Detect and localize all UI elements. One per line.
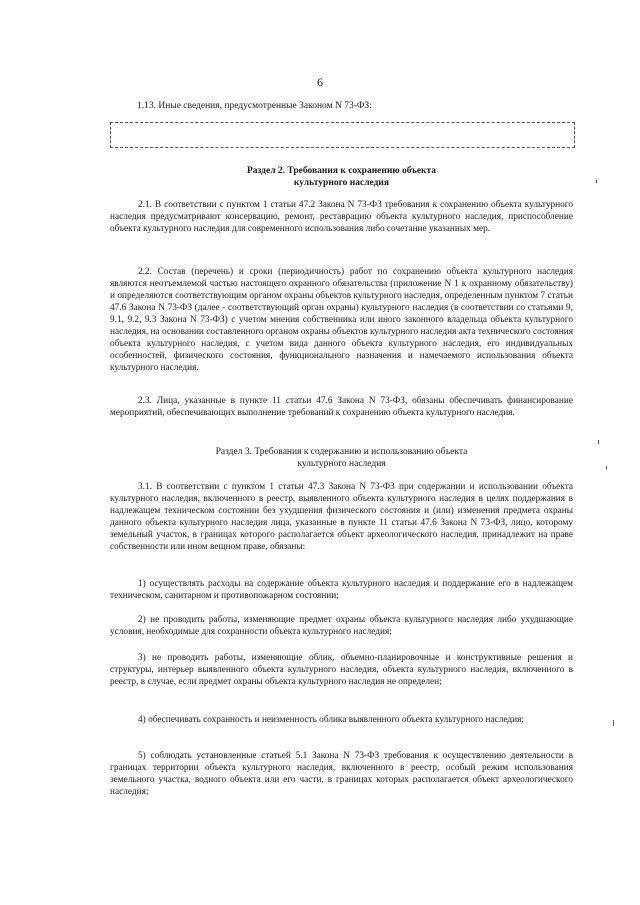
section-3-title-line2: культурного наследия	[297, 459, 386, 469]
list-item-5: 5) соблюдать установленные статьей 5.1 Закона N 73-ФЗ требования к осуществлению деятельности в границах территории объекта культурного наследия, включенного в реестр, особый режим использования земельного участка, водного объекта или его части, в границах которых располагается объект археологического наследия;	[110, 751, 573, 797]
paragraph-2-2: 2.2. Состав (перечень) и сроки (периодичность) работ по сохранению объекта культурного наследия являются неотъемлемой частью настоящего охранного обязательства (приложение N 1 к охранному обязательству) и определяются соответствующим органом охраны объектов культурного наследия, определенным пунктом 7 статьи 47.6 Закона N 73-ФЗ (далее - соответствующий орган охраны) культурного наследия (в соответствии со статьями 9, 9.1, 9.2, 9.3 Закона N 73-ФЗ) с учетом мнения собственника или иного законного владельца объекта культурного наследия, на основании составленного органом охраны объектов культурного наследия акта технического состояния объекта культурного наследия, с учетом вида данного объекта культурного наследия, его индивидуальных особенностей, физического состояния, функционального назначения и намечаемого использования объекта культурного наследия.	[110, 267, 573, 373]
empty-field-box	[110, 122, 575, 148]
scan-mark	[596, 180, 597, 183]
section-2-title-line2: культурного наследия	[293, 178, 390, 188]
paragraph-2-3: 2.3. Лица, указанные в пункте 11 статьи 47.6 Закона N 73-ФЗ, обязаны обеспечивать финансирование мероприятий, обеспечивающих выполнение требований к сохранению объекта культурного наследия.	[110, 396, 573, 418]
paragraph-3-1: 3.1. В соответствии с пунктом 1 статьи 47.3 Закона N 73-ФЗ при содержании и использовании объекта культурного наследия, включенного в реестр, выявленного объекта культурного наследия в целях поддержания в надлежащем техническом состоянии без ухудшения физического состояния и (или) изменения предмета охраны данного объекта культурного наследия лица, указанные в пункте 11 статьи 47.6 Закона N 73-ФЗ, лицо, которому земельный участок, в границах которого располагается объект археологического наследия, принадлежит на праве собственности или ином вещном праве, обязаны:	[110, 482, 573, 552]
section-2-title-line1: Раздел 2. Требования к сохранению объекта	[246, 166, 437, 176]
list-item-1: 1) осуществлять расходы на содержание объекта культурного наследия и поддержание его в надлежащем техническом, санитарном и противопожарном состоянии;	[110, 579, 573, 601]
section-3-title-line1: Раздел 3. Требования к содержанию и использованию объекта	[215, 447, 468, 457]
item-1-13: 1.13. Иные сведения, предусмотренные Законом N 73-ФЗ:	[137, 101, 372, 111]
page-number: 6	[317, 75, 323, 89]
section-3-title	[110, 446, 573, 470]
list-item-2: 2) не проводить работы, изменяющие предмет охраны объекта культурного наследия либо ухудшающие условия, необходимые для сохранности объекта культурного наследия;	[110, 615, 573, 637]
list-item-3: 3) не проводить работы, изменяющие облик, объемно-планировочные и конструктивные решения и структуры, интерьер выявленного объекта культурного наследия, объекта культурного наследия, включенного в реестр, в случае, если предмет охраны объекта культурного наследия не определен;	[110, 653, 573, 687]
paragraph-2-1: 2.1. В соответствии с пунктом 1 статьи 47.2 Закона N 73-ФЗ требования к сохранению объекта культурного наследия предусматривают консервацию, ремонт, реставрацию объекта культурного наследия, приспособление объекта культурного наследия для современного использования либо сочетание указанных мер.	[110, 200, 573, 234]
section-2-title	[110, 165, 573, 189]
scan-mark	[598, 440, 599, 444]
scan-mark	[613, 720, 614, 726]
list-item-4: 4) обеспечивать сохранность и неизменность облика выявленного объекта культурного наследия;	[138, 715, 524, 725]
scan-mark	[606, 466, 607, 469]
